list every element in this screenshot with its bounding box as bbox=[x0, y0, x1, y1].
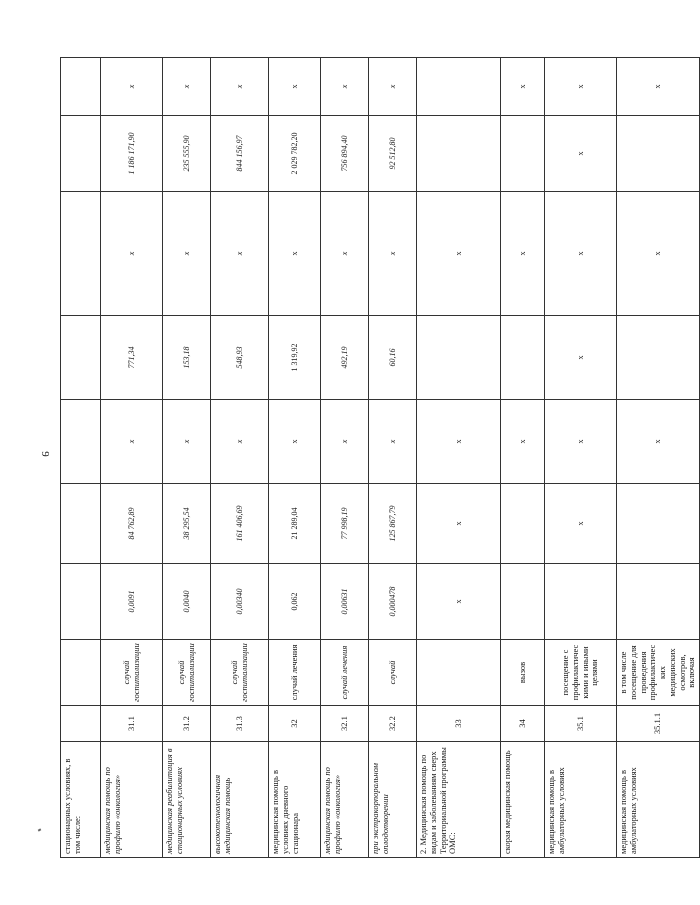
table-row bbox=[101, 58, 163, 858]
unit-cell: случай госпитализации bbox=[101, 640, 163, 706]
row-code-cell: 32.2 bbox=[369, 706, 417, 742]
unit-cell bbox=[417, 640, 501, 706]
table-row bbox=[501, 58, 545, 858]
row-code-cell: 32.1 bbox=[321, 706, 369, 742]
row-code-cell: 35.1.1 bbox=[617, 706, 700, 742]
value-cell: х bbox=[417, 564, 501, 640]
row-code-cell: 35.1 bbox=[545, 706, 617, 742]
value-cell: х bbox=[163, 400, 211, 484]
value-cell: х bbox=[369, 58, 417, 116]
value-cell: 548,93 bbox=[211, 316, 269, 400]
value-cell: х bbox=[545, 116, 617, 192]
value-cell: х bbox=[501, 400, 545, 484]
value-cell bbox=[617, 564, 700, 640]
value-cell bbox=[61, 316, 101, 400]
value-cell: 844 156,97 bbox=[211, 116, 269, 192]
unit-cell: случай госпитализации bbox=[163, 640, 211, 706]
table-row bbox=[369, 58, 417, 858]
value-cell: х bbox=[269, 192, 321, 316]
value-cell: 84 762,89 bbox=[101, 484, 163, 564]
value-cell bbox=[545, 564, 617, 640]
value-cell: х bbox=[545, 192, 617, 316]
value-cell: х bbox=[545, 58, 617, 116]
value-cell: х bbox=[321, 192, 369, 316]
row-name-cell: медицинская помощь в амбулаторных условиях bbox=[545, 742, 617, 858]
row-code-cell: 33 bbox=[417, 706, 501, 742]
row-code-cell bbox=[61, 706, 101, 742]
row-name-cell: медицинская помощь по профилю «онкология» bbox=[321, 742, 369, 858]
value-cell: х bbox=[545, 484, 617, 564]
value-cell: 771,34 bbox=[101, 316, 163, 400]
row-code-cell: 31.3 bbox=[211, 706, 269, 742]
value-cell: 0,00631 bbox=[321, 564, 369, 640]
value-cell: 21 289,04 bbox=[269, 484, 321, 564]
value-cell bbox=[417, 316, 501, 400]
unit-cell bbox=[61, 640, 101, 706]
value-cell: х bbox=[417, 400, 501, 484]
value-cell: 38 295,54 bbox=[163, 484, 211, 564]
value-cell bbox=[61, 400, 101, 484]
row-name-cell: медицинская помощь в амбулаторных условиях bbox=[617, 742, 700, 858]
unit-cell: случай лечения bbox=[321, 640, 369, 706]
row-name-cell: медицинская помощь по профилю «онкология» bbox=[101, 742, 163, 858]
unit-cell: посещение с профилактическими и иными целями bbox=[545, 640, 617, 706]
value-cell: х bbox=[163, 58, 211, 116]
row-name-cell: высокотехнологичная медицинская помощь bbox=[211, 742, 269, 858]
table-row bbox=[61, 58, 101, 858]
value-cell: х bbox=[369, 400, 417, 484]
value-cell bbox=[61, 192, 101, 316]
value-cell: 1 319,92 bbox=[269, 316, 321, 400]
financing-table bbox=[60, 57, 700, 858]
value-cell: х bbox=[211, 192, 269, 316]
value-cell: 92 512,80 bbox=[369, 116, 417, 192]
page-number: 9 bbox=[39, 451, 51, 457]
value-cell bbox=[501, 484, 545, 564]
value-cell: 161 406,69 bbox=[211, 484, 269, 564]
value-cell: 60,16 bbox=[369, 316, 417, 400]
value-cell: х bbox=[269, 58, 321, 116]
row-code-cell: 31.2 bbox=[163, 706, 211, 742]
value-cell: х bbox=[417, 484, 501, 564]
table-row bbox=[269, 58, 321, 858]
value-cell: х bbox=[501, 192, 545, 316]
value-cell bbox=[501, 564, 545, 640]
value-cell: х bbox=[321, 400, 369, 484]
value-cell: х bbox=[211, 58, 269, 116]
value-cell bbox=[617, 316, 700, 400]
row-code-cell: 32 bbox=[269, 706, 321, 742]
value-cell bbox=[61, 484, 101, 564]
value-cell: 2 029 782,20 bbox=[269, 116, 321, 192]
scan-speck bbox=[38, 828, 42, 831]
value-cell: х bbox=[501, 58, 545, 116]
value-cell bbox=[61, 116, 101, 192]
value-cell bbox=[417, 116, 501, 192]
unit-cell: случай госпитализации bbox=[211, 640, 269, 706]
table-row bbox=[545, 58, 617, 858]
value-cell: х bbox=[369, 192, 417, 316]
value-cell: 492,19 bbox=[321, 316, 369, 400]
row-name-cell: при экстракорпоральном оплодотворении bbox=[369, 742, 417, 858]
value-cell bbox=[417, 58, 501, 116]
value-cell: 0,0091 bbox=[101, 564, 163, 640]
unit-cell: в том числе посещение для проведения профилактических медицинских осмотров, включая bbox=[617, 640, 700, 706]
table-row bbox=[321, 58, 369, 858]
value-cell bbox=[501, 316, 545, 400]
value-cell: 1 186 171,90 bbox=[101, 116, 163, 192]
table-row bbox=[163, 58, 211, 858]
value-cell: 77 998,19 bbox=[321, 484, 369, 564]
value-cell: х bbox=[417, 192, 501, 316]
value-cell: х bbox=[617, 400, 700, 484]
rotated-table-frame bbox=[60, 58, 697, 858]
value-cell: 235 555,90 bbox=[163, 116, 211, 192]
value-cell bbox=[617, 116, 700, 192]
value-cell: х bbox=[545, 316, 617, 400]
value-cell: х bbox=[163, 192, 211, 316]
value-cell: 0,0040 bbox=[163, 564, 211, 640]
unit-cell: случай лечения bbox=[269, 640, 321, 706]
unit-cell: случай bbox=[369, 640, 417, 706]
value-cell: х bbox=[545, 400, 617, 484]
value-cell: 125 867,79 bbox=[369, 484, 417, 564]
row-name-cell: медицинская реабилитация в стационарных условиях bbox=[163, 742, 211, 858]
value-cell: х bbox=[101, 400, 163, 484]
value-cell: х bbox=[101, 192, 163, 316]
row-name-cell: стационарных условиях, в том числе: bbox=[61, 742, 101, 858]
value-cell: 0,00340 bbox=[211, 564, 269, 640]
value-cell: х bbox=[321, 58, 369, 116]
row-code-cell: 34 bbox=[501, 706, 545, 742]
value-cell: х bbox=[617, 58, 700, 116]
row-name-cell: медицинская помощь в условиях дневного стационара bbox=[269, 742, 321, 858]
value-cell bbox=[617, 484, 700, 564]
value-cell: 756 894,40 bbox=[321, 116, 369, 192]
value-cell: 0,062 bbox=[269, 564, 321, 640]
value-cell: х bbox=[617, 192, 700, 316]
row-code-cell: 31.1 bbox=[101, 706, 163, 742]
row-name-cell: скорая медицинская помощь bbox=[501, 742, 545, 858]
value-cell bbox=[501, 116, 545, 192]
table-row bbox=[617, 58, 700, 858]
unit-cell: вызов bbox=[501, 640, 545, 706]
value-cell: 0,000478 bbox=[369, 564, 417, 640]
value-cell: х bbox=[101, 58, 163, 116]
table-row bbox=[211, 58, 269, 858]
value-cell: х bbox=[269, 400, 321, 484]
value-cell bbox=[61, 564, 101, 640]
table-row bbox=[417, 58, 501, 858]
row-name-cell: 2. Медицинская помощь по видам и заболеваниям сверх Территориальной программы ОМС: bbox=[417, 742, 501, 858]
value-cell: 153,18 bbox=[163, 316, 211, 400]
value-cell bbox=[61, 58, 101, 116]
value-cell: х bbox=[211, 400, 269, 484]
